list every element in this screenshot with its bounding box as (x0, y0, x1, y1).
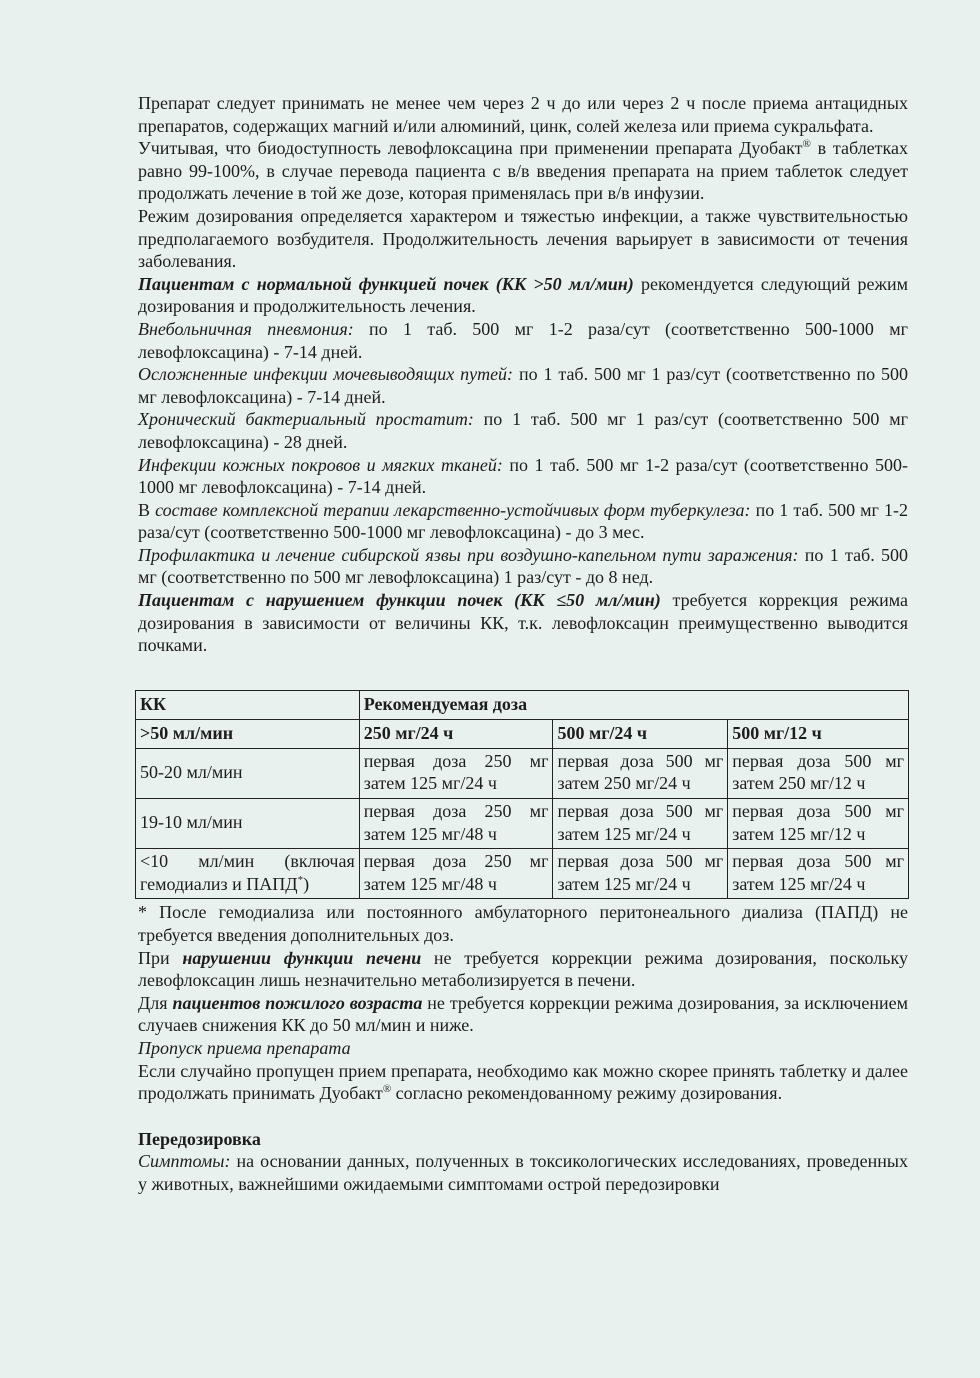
paragraph-dosing-regime: Режим дозирования определяется характером и тяжестью инфекции, а также чувствительностью предполагаемого возбудителя. Продолжительность лечения варьирует в зависимости от течения заболевания. (138, 205, 908, 272)
paragraph-prostatitis: Хронический бактериальный простатит: по 1 таб. 500 мг 1 раз/сут (соответственно 500 мг левофлоксацина) - 28 дней. (138, 409, 908, 452)
table-footnote: * После гемодиализа или постоянного амбулаторного перитонеального диализа (ПАПД) не требуется введения дополнительных доз. (138, 902, 908, 945)
table-cell: первая доза 500 мг затем 250 мг/12 ч (728, 748, 909, 798)
paragraph-missed-dose: Если случайно пропущен прием препарата, необходимо как можно скорее принять таблетку и далее продолжать принимать Дуобакт® согласно рекомендованному режиму дозирования. (138, 1060, 908, 1104)
table-cell: 19-10 мл/мин (136, 799, 360, 849)
paragraph-anthrax: Профилактика и лечение сибирской язвы при воздушно-капельном пути заражения: по 1 таб. 500 мг (соответственно по 500 мг левофлоксацина) 1 раз/сут - до 8 нед. (138, 544, 908, 588)
table-header-dose: Рекомендуемая доза (359, 690, 908, 719)
table-row (136, 719, 909, 748)
registered-mark: ® (802, 138, 811, 151)
paragraph-antacids: Препарат следует принимать не менее чем через 2 ч до или через 2 ч после приема антацидных препаратов, содержащих магний и/или алюминий, цинк, солей железа или приема сукральфата. (138, 93, 908, 136)
paragraph-impaired-kidney: Пациентам с нарушением функции почек (КК ≤50 мл/мин) требуется коррекция режима дозирования в зависимости от величины КК, т.к. левофлоксацин преимущественно выводится почками. (138, 590, 908, 656)
table-cell: первая доза 500 мг затем 250 мг/24 ч (553, 748, 728, 798)
table-cell: 500 мг/24 ч (553, 719, 728, 748)
paragraph-liver: При нарушении функции печени не требуется коррекции режима дозирования, поскольку левофлоксацин лишь незначительно метаболизируется в печени. (138, 947, 908, 991)
table-cell: 500 мг/12 ч (728, 719, 909, 748)
paragraph-urinary: Осложненные инфекции мочевыводящих путей: по 1 таб. 500 мг 1 раз/сут (соответственно по 500 мг левофлоксацина) - 7-14 дней. (138, 364, 909, 407)
table-cell: 50-20 мл/мин (136, 748, 360, 798)
table-header-kk: КК (136, 690, 360, 719)
paragraph-normal-kidney: Пациентам с нормальной функцией почек (КК >50 мл/мин) рекомендуется следующий режим дозирования и продолжительность лечения. (138, 273, 908, 317)
section-gap (138, 1105, 908, 1128)
table-row (136, 799, 909, 849)
table-cell: первая доза 250 мг затем 125 мг/48 ч (359, 799, 553, 849)
table-cell: первая доза 500 мг затем 125 мг/24 ч (553, 799, 728, 849)
paragraph-skin: Инфекции кожных покровов и мягких тканей: по 1 таб. 500 мг 1-2 раза/сут (соответственно 500-1000 мг левофлоксацина) - 7-14 дней. (138, 454, 908, 498)
table-row (136, 748, 909, 798)
table-row (136, 849, 909, 899)
normal-kidney-heading: Пациентам с нормальной функцией почек (КК >50 мл/мин) (138, 273, 634, 294)
table-cell: 250 мг/24 ч (359, 719, 553, 748)
paragraph-elderly: Для пациентов пожилого возраста не требуется коррекции режима дозирования, за исключением случаев снижения КК до 50 мл/мин и ниже. (138, 992, 909, 1036)
table-cell: первая доза 250 мг затем 125 мг/24 ч (359, 748, 553, 798)
paragraph-overdose: Симптомы: на основании данных, полученных в токсикологических исследованиях, проведенных у животных, важнейшими ожидаемыми симптомами острой передозировки (138, 1151, 908, 1194)
paragraph-tuberculosis: В составе комплексной терапии лекарственно-устойчивых форм туберкулеза: по 1 таб. 500 мг 1-2 раза/сут (соответственно 500-1000 мг левофлоксацина) - до 3 мес. (138, 499, 908, 543)
paragraph-bioavailability: Учитывая, что биодоступность левофлоксацина при применении препарата Дуобакт® в таблетках равно 99-100%, в случае перевода пациента с в/в введения препарата на прием таблеток следует продолжать лечение в той же дозе, которая применялась при в/в инфузии. (138, 138, 908, 204)
missed-dose-title: Пропуск приема препарата (138, 1037, 351, 1058)
table-cell: <10 мл/мин (включая гемодиализ и ПАПД*) (136, 849, 360, 899)
paragraph-pneumonia: Внебольничная пневмония: по 1 таб. 500 мг 1-2 раза/сут (соответственно 500-1000 мг левофлоксацина) - 7-14 дней. (138, 318, 908, 362)
registered-mark: ® (382, 1083, 392, 1096)
table-header-row (136, 690, 909, 719)
table-cell: >50 мл/мин (136, 719, 360, 748)
table-cell: первая доза 500 мг затем 125 мг/12 ч (728, 799, 909, 849)
overdose-title: Передозировка (138, 1128, 261, 1149)
table-cell: первая доза 500 мг затем 125 мг/24 ч (728, 849, 909, 899)
table-cell: первая доза 500 мг затем 125 мг/24 ч (553, 849, 728, 899)
table-cell: первая доза 250 мг затем 125 мг/48 ч (359, 849, 553, 899)
impaired-kidney-heading: Пациентам с нарушением функции почек (КК ≤50 мл/мин) (138, 590, 661, 611)
dosage-table (135, 690, 909, 900)
